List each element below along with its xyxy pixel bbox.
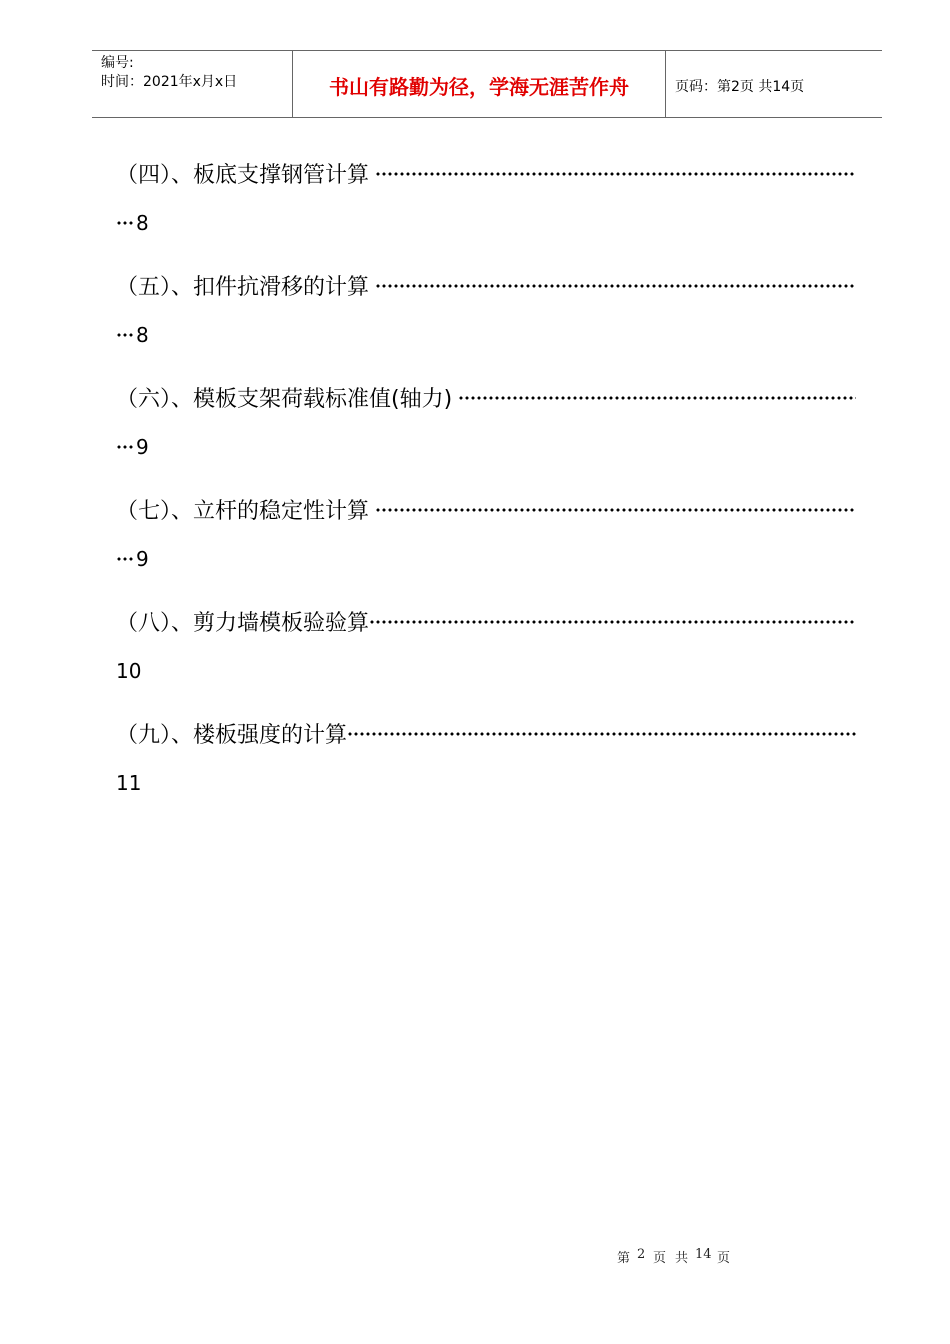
document-time-label: 时间：2021年x月x日 bbox=[101, 74, 238, 90]
toc-entry[interactable] bbox=[116, 598, 861, 710]
table-of-contents bbox=[116, 150, 861, 822]
toc-entry-page: 10 bbox=[116, 659, 142, 683]
toc-entry[interactable] bbox=[116, 710, 861, 822]
footer-ye: 页 bbox=[653, 1251, 667, 1266]
toc-entry-title: （九）、楼板强度的计算 bbox=[116, 722, 348, 748]
footer-total-pages: 14 bbox=[695, 1247, 712, 1262]
toc-entry-title: （七）、立杆的稳定性计算 bbox=[116, 498, 370, 524]
toc-entry-page: 9 bbox=[136, 547, 149, 571]
document-number-label: 编号: bbox=[101, 55, 134, 71]
toc-entry[interactable] bbox=[116, 486, 861, 598]
toc-dot-leader bbox=[369, 620, 856, 624]
toc-dot-leader bbox=[375, 508, 856, 512]
header-motto-cell bbox=[292, 51, 666, 117]
footer-di: 第 bbox=[617, 1251, 631, 1266]
footer-current-page: 2 bbox=[637, 1247, 646, 1262]
footer-ye2: 页 bbox=[717, 1251, 731, 1266]
header-page-cell bbox=[666, 51, 882, 117]
toc-dot-leader bbox=[116, 333, 134, 337]
header-page-number: 页码：第2页 共14页 bbox=[675, 79, 805, 95]
footer-gong: 共 bbox=[675, 1251, 689, 1266]
toc-entry-title: （八）、剪力墙模板验验算 bbox=[116, 610, 370, 636]
header-motto: 书山有路勤为径，学海无涯苦作舟 bbox=[329, 75, 629, 99]
toc-dot-leader bbox=[458, 396, 856, 400]
toc-dot-leader bbox=[347, 732, 856, 736]
header-meta-cell bbox=[92, 51, 292, 117]
toc-dot-leader bbox=[116, 445, 134, 449]
toc-entry-page: 8 bbox=[136, 323, 149, 347]
page-header bbox=[92, 50, 882, 118]
toc-dot-leader bbox=[116, 221, 134, 225]
toc-dot-leader bbox=[375, 284, 856, 288]
toc-entry-page: 8 bbox=[136, 211, 149, 235]
toc-entry[interactable] bbox=[116, 150, 861, 262]
toc-entry-title: （五）、扣件抗滑移的计算 bbox=[116, 274, 370, 300]
toc-entry-title: （六）、模板支架荷载标准值(轴力) bbox=[116, 386, 453, 412]
toc-entry[interactable] bbox=[116, 262, 861, 374]
toc-dot-leader bbox=[375, 172, 856, 176]
toc-dot-leader bbox=[116, 557, 134, 561]
toc-entry-title: （四）、板底支撑钢管计算 bbox=[116, 162, 370, 188]
toc-entry-page: 11 bbox=[116, 771, 142, 795]
toc-entry-page: 9 bbox=[136, 435, 149, 459]
toc-entry[interactable] bbox=[116, 374, 861, 486]
